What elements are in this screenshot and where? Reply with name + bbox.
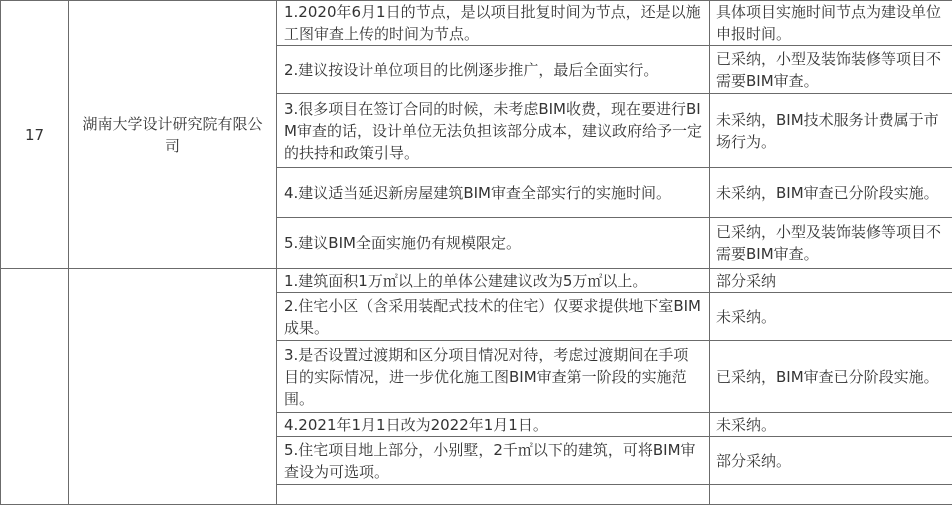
- unit-name: [69, 269, 277, 505]
- response-cell: 已采纳，小型及装饰装修等项目不需要BIM审查。: [710, 218, 952, 269]
- table-row: [1, 269, 952, 293]
- unit-name: 湖南大学设计研究院有限公司: [69, 1, 277, 269]
- response-cell: 部分采纳。: [710, 437, 952, 485]
- suggestion-cell: [277, 485, 710, 505]
- suggestion-cell: 3.是否设置过渡期和区分项目情况对待，考虑过渡期间在手项目的实际情况，进一步优化施工图BIM审查第一阶段的实施范围。: [277, 341, 710, 413]
- response-cell: 未采纳，BIM技术服务计费属于市场行为。: [710, 94, 952, 168]
- response-cell: 部分采纳: [710, 269, 952, 293]
- response-cell: 未采纳。: [710, 293, 952, 341]
- response-cell: 已采纳，BIM审查已分阶段实施。: [710, 341, 952, 413]
- response-cell: [710, 485, 952, 505]
- response-cell: 已采纳，小型及装饰装修等项目不需要BIM审查。: [710, 46, 952, 94]
- suggestion-cell: 5.住宅项目地上部分，小别墅，2千㎡以下的建筑，可将BIM审查设为可选项。: [277, 437, 710, 485]
- suggestion-cell: 4.建议适当延迟新房屋建筑BIM审查全部实行的实施时间。: [277, 168, 710, 218]
- suggestion-cell: 4.2021年1月1日改为2022年1月1日。: [277, 413, 710, 437]
- table-row: [1, 1, 952, 46]
- response-cell: 未采纳，BIM审查已分阶段实施。: [710, 168, 952, 218]
- suggestion-cell: 5.建议BIM全面实施仍有规模限定。: [277, 218, 710, 269]
- response-cell: 具体项目实施时间节点为建设单位申报时间。: [710, 1, 952, 46]
- suggestion-cell: 1.建筑面积1万㎡以上的单体公建建议改为5万㎡以上。: [277, 269, 710, 293]
- suggestion-cell: 1.2020年6月1日的节点，是以项目批复时间为节点，还是以施工图审查上传的时间为节点。: [277, 1, 710, 46]
- suggestion-cell: 2.建议按设计单位项目的比例逐步推广，最后全面实行。: [277, 46, 710, 94]
- row-number: [1, 269, 69, 505]
- row-number: 17: [1, 1, 69, 269]
- response-cell: 未采纳。: [710, 413, 952, 437]
- suggestion-cell: 2.住宅小区（含采用装配式技术的住宅）仅要求提供地下室BIM成果。: [277, 293, 710, 341]
- suggestion-cell: 3.很多项目在签订合同的时候，未考虑BIM收费，现在要进行BIM审查的话，设计单位无法负担该部分成本，建议政府给予一定的扶持和政策引导。: [277, 94, 710, 168]
